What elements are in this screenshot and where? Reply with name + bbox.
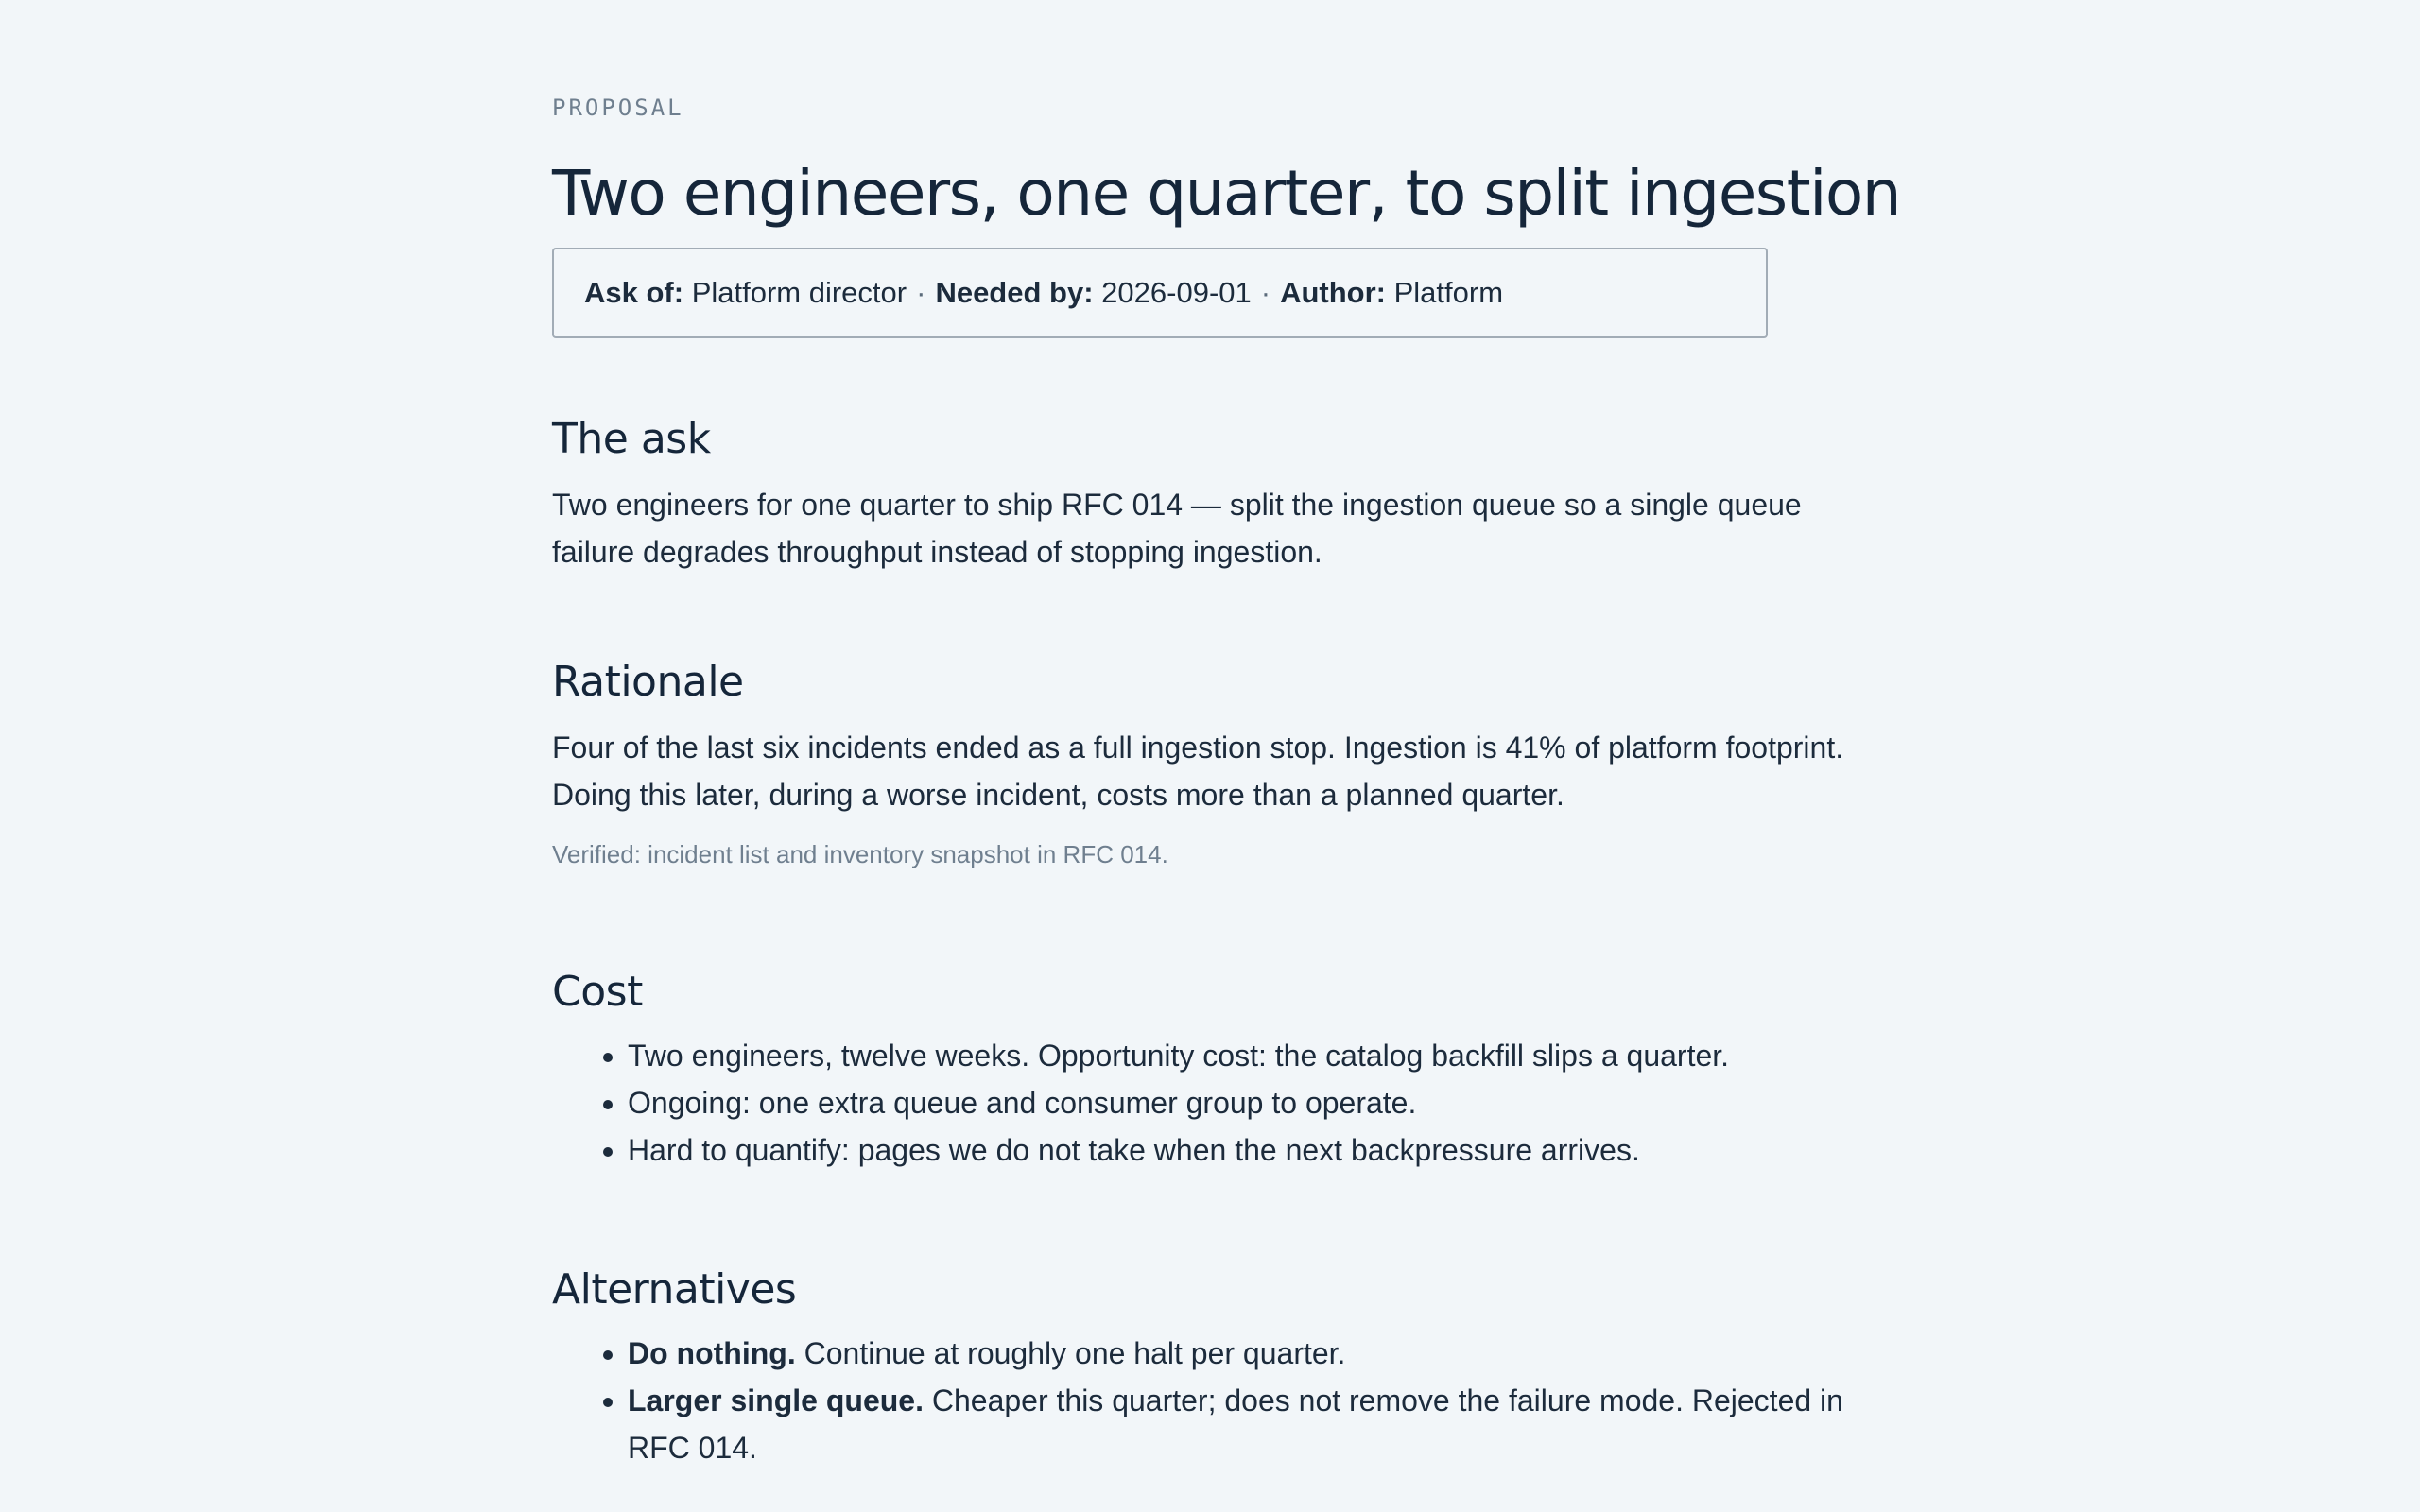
needed-by-value: 2026-09-01 xyxy=(1101,276,1252,309)
alternative-text: Continue at roughly one halt per quarter. xyxy=(804,1336,1346,1370)
section-cost xyxy=(552,964,1876,1174)
list-item: • Ongoing: one extra queue and consumer group to operate. xyxy=(628,1079,1885,1126)
verification-note: Verified: incident list and inventory snapshot in RFC 014. xyxy=(552,840,1168,868)
list-item xyxy=(628,1377,1885,1471)
alternative-text: Cheaper this quarter; does not remove the failure mode. Rejected in RFC 014. xyxy=(628,1383,1843,1465)
cost-list xyxy=(552,1032,1876,1174)
meta-separator: · xyxy=(1260,276,1271,309)
alternative-lead: Larger single queue. xyxy=(628,1383,924,1418)
section-body: Two engineers for one quarter to ship RFC 014 — split the ingestion queue so a single queue failure degrades throughput instead of stopping ingestion. xyxy=(552,488,1802,569)
list-item: • Hard to quantify: pages we do not take when the next backpressure arrives. xyxy=(628,1126,1885,1174)
list-item: • Two engineers, twelve weeks. Opportunity cost: the catalog backfill slips a quarter. xyxy=(628,1032,1885,1079)
author-value: Platform xyxy=(1393,276,1504,309)
section-the-ask xyxy=(552,411,1876,576)
section-alternatives xyxy=(552,1262,1876,1471)
alternatives-list xyxy=(552,1330,1876,1471)
ask-of-label: Ask of: xyxy=(584,276,684,309)
needed-by-label: Needed by: xyxy=(935,276,1094,309)
list-item xyxy=(628,1330,1885,1377)
metadata-box xyxy=(552,248,1768,338)
section-heading: The ask xyxy=(552,415,711,463)
document-kicker: PROPOSAL xyxy=(552,94,684,121)
section-body: Four of the last six incidents ended as a full ingestion stop. Ingestion is 41% of platform footprint. Doing this later, during a worse incident, costs more than a planned quarter. xyxy=(552,730,1844,812)
ask-of-value: Platform director xyxy=(691,276,908,309)
author-label: Author: xyxy=(1280,276,1386,309)
section-heading: Rationale xyxy=(552,658,744,706)
meta-separator: · xyxy=(916,276,926,309)
section-heading: Cost xyxy=(552,968,643,1016)
page-title: Two engineers, one quarter, to split ingestion xyxy=(552,157,1901,230)
section-heading: Alternatives xyxy=(552,1265,797,1314)
section-rationale xyxy=(552,654,1876,871)
alternative-lead: Do nothing. xyxy=(628,1336,796,1370)
